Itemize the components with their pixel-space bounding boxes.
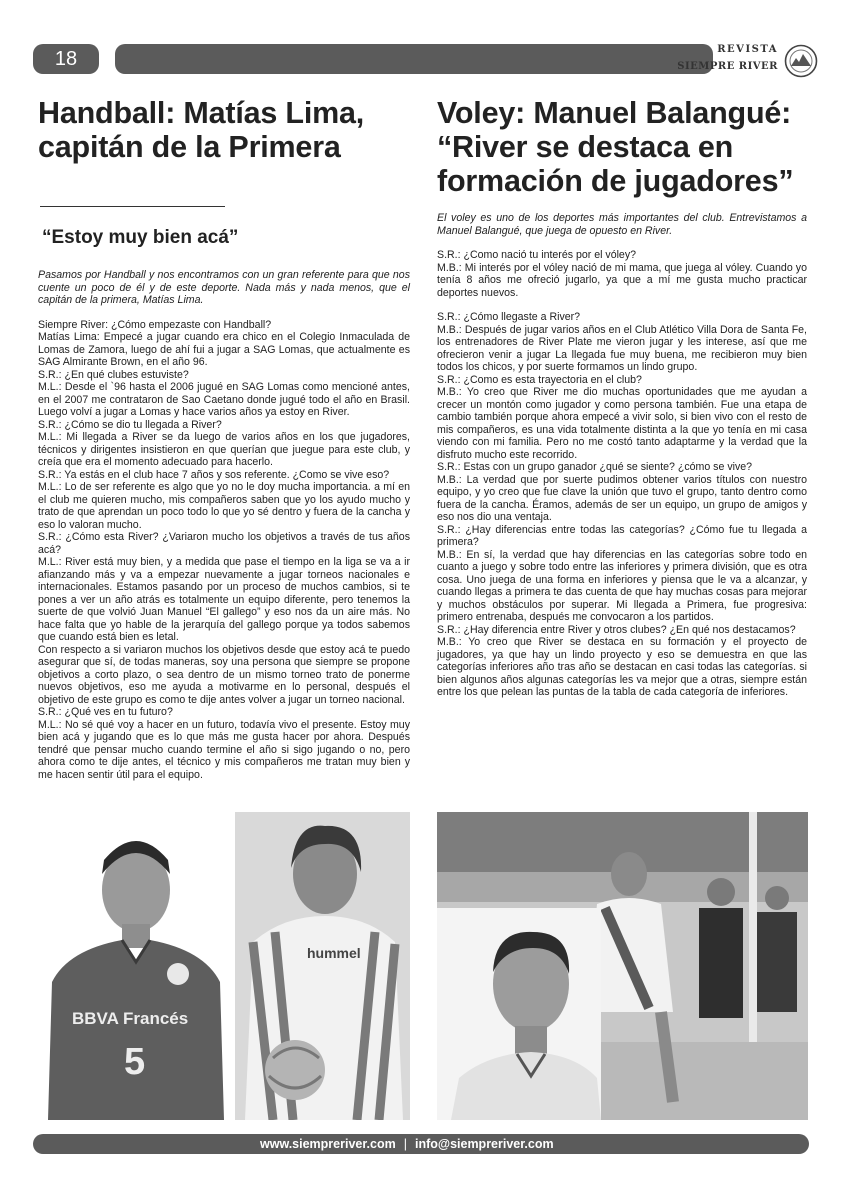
interview-answer: M.L.: Desde el `96 hasta el 2006 jugué en SAG Lomas como mencioné antes, en el 2007 me contrataron de Sao Caetano donde jugué todo el año en Brasil. Luego volví a jugar a Lomas y hace varios años ya estoy en River.: [38, 381, 410, 418]
footer-email-link[interactable]: info@siempreriver.com: [414, 1137, 554, 1151]
interview-answer: M.B.: Yo creo que River se destaca en su formación y el proyecto de jugadores, ya que hay un lindo proyecto y eso se demuestra en que las categorías inferiores año tras año se destacan en casi todas las categorías. si bien algunos años algunas categorías les va mejor que a otras, siempre están entre los que pelean las puntas de la tabla de cada categoría de inferiores.: [437, 636, 807, 698]
voley-article-body: [437, 249, 807, 699]
shirt-brand-text: hummel: [307, 945, 361, 961]
interview-question: S.R.: ¿Como es esta trayectoria en el club?: [437, 373, 642, 386]
interview-question: S.R.: ¿Qué ves en tu futuro?: [38, 706, 173, 718]
interview-answer: M.B.: Mi interés por el vóley nació de mi mama, que juega al vóley. Cuando yo tenía 8 años me ofreció jugarlo, ya que a mí me gusta mucho practicar deportes nuevos.: [437, 261, 807, 299]
handball-article-body: [38, 319, 410, 782]
footer-contact: [260, 1135, 600, 1153]
page-number: 18: [33, 44, 99, 74]
jersey-sponsor-text: BBVA Francés: [72, 1009, 189, 1028]
interview-answer: Con respecto a si variaron muchos los objetivos desde que estoy acá te puedo asegurar que sí, de todas maneras, soy una persona que siempre se propone objetivos a corto plazo, o sea dentro de un mismo torneo trato de ponerme nuevos objetivos, eso me ayuda a motivarme en lo personal, después el objetivo de este grupo es como te dije antes volver a jugar un torneo nacional.: [38, 643, 410, 706]
title-divider: [40, 206, 225, 207]
magazine-logo: [677, 42, 820, 82]
interview-answer: M.B.: Después de jugar varios años en el Club Atlético Villa Dora de Santa Fe, los entrenadores de River Plate me vieron jugar y les interese, así que me ofrecieron venir a jugar La llegada fue muy buena, me recibieron muy bien todos los chicos, y por suerte formamos un lindo grupo.: [437, 323, 807, 373]
jersey-number-text: 5: [124, 1041, 146, 1083]
header-band: [115, 44, 713, 74]
interview-answer: M.L.: River está muy bien, y a medida que pase el tiempo en la liga se va a ir afianzando más y va a empezar nuevamente a jugar torneos nacionales e internacionales. Estamos pasando por un proceso de muchos cambios, si te pones a ver un año atrás es totalmente un equipo diferente, pero tenemos la suerte de que volvió Juan Manuel “El gallego” y eso nos da un aire más. No hace falta que yo hable de la jerarquía del gallego porque ya todos sabemos que cuando está bien es letal.: [38, 556, 410, 643]
interview-question: S.R.: ¿Cómo esta River? ¿Variaron mucho los objetivos a través de tus años acá?: [38, 531, 410, 556]
interview-answer: M.B.: En sí, la verdad que hay diferencias en las categorías sobre todo en cuanto a juego y sobre todo entre las inferiores y primera división, que es otra cosa. Uno juega de una forma en inferiores y piensa que le va a alcanzar, y cuando llegas a primera te das cuenta de que hay muchas cosas para mejorar y muchos obstáculos por superar. Mi llegada a Primera, fue progresiva: primero entrenaba, después me convocaron a los partidos.: [437, 548, 807, 623]
interview-question: S.R.: ¿Hay diferencia entre River y otros clubes? ¿En qué nos destacamos?: [437, 623, 796, 636]
handball-article-title: Handball: Matías Lima, capitán de la Primera: [38, 96, 365, 164]
club-crest-icon: [784, 44, 818, 78]
interview-question: Siempre River: ¿Cómo empezaste con Handball?: [38, 318, 272, 331]
voley-article-intro: El voley es uno de los deportes más importantes del club. Entrevistamos a Manuel Balangué, que juega de opuesto en River.: [437, 212, 807, 237]
footer-website-link[interactable]: www.siempreriver.com: [260, 1137, 396, 1151]
footer-separator: |: [403, 1137, 407, 1151]
interview-question: S.R.: ¿Cómo se dio tu llegada a River?: [38, 418, 222, 431]
interview-question: S.R.: ¿Hay diferencias entre todas las categorías? ¿Cómo fue tu llegada a primera?: [437, 523, 807, 548]
interview-question: S.R.: Ya estás en el club hace 7 años y sos referente. ¿Como se vive eso?: [38, 468, 390, 481]
magazine-name-line1: REVISTA: [717, 44, 778, 55]
photo-handball-action: [235, 812, 410, 1120]
handball-article: [38, 96, 410, 781]
photo-voley-portrait: [437, 908, 601, 1120]
interview-answer: M.L.: Mi llegada a River se da luego de varios años en los que jugadores, técnicos y dirigentes insistieron en que querían que juegue para este club, y creía que era el momento adecuado para hacerlo.: [38, 431, 410, 468]
magazine-name-line2: SIEMPRE RIVER: [677, 61, 778, 72]
interview-answer: M.B.: Yo creo que River me dio muchas oportunidades que me ayudan a crecer un montón como jugador y como persona también. Fue una etapa de cambio también porque ahora empecé a vivir solo, si bien vivo con el resto de mis compañeros, es una vida totalmente distinta a la que yo tenía en mi casa viendo con mi familia. Pero no me costó tanto adaptarme y la verdad que la disfruto mucho este recorrido.: [437, 386, 807, 461]
handball-article-intro: Pasamos por Handball y nos encontramos con un gran referente para que nos cuente un poco de él y de este deporte. Nada más y nada menos, que el capitán de la primera, Matías Lima.: [38, 269, 410, 306]
voley-article: [437, 96, 807, 699]
handball-article-subtitle: “Estoy muy bien acá”: [42, 227, 239, 248]
interview-answer: Matías Lima: Empecé a jugar cuando era chico en el Colegio Inmaculada de Lomas de Zamora, luego de ahí fui a jugar a SAG Lomas, que actualmente es SAG Almirante Brown, en el año 96.: [38, 331, 410, 368]
header-bar: [33, 44, 713, 74]
interview-answer: M.L.: No sé qué voy a hacer en un futuro, todavía vivo el presente. Estoy muy bien acá y jugando que es lo que más me gusta hacer por ahora. Después tendré que pensar mucho cuando termine el año si sigo jugando o no, pero ahora como te dije antes, el técnico y mis compañeros me tratan muy bien y me hacen sentir útil para el equipo.: [38, 718, 410, 781]
photo-handball-portrait: [38, 812, 234, 1120]
voley-article-title: Voley: Manuel Balangué: “River se destaca en formación de jugadores”: [437, 96, 794, 198]
interview-question: S.R.: ¿En qué clubes estuviste?: [38, 368, 189, 381]
interview-answer: M.L.: Lo de ser referente es algo que yo no le doy mucha importancia. a mí en el club me quieren mucho, mis compañeros saben que yo los ayudo mucho y trato de que aprendan un poco todo lo que yo sé dentro y fuera de la cancha y eso lo valoran mucho.: [38, 481, 410, 531]
interview-question: S.R.: ¿Como nació tu interés por el vóley?: [437, 249, 637, 261]
interview-question: S.R.: ¿Cómo llegaste a River?: [437, 311, 581, 323]
interview-question: S.R.: Estas con un grupo ganador ¿qué se siente? ¿cómo se vive?: [437, 461, 753, 473]
interview-answer: M.B.: La verdad que por suerte pudimos obtener varios títulos con nuestro equipo, y yo creo que fue clave la unión que tuvo el grupo, tanto dentro como fuera de la cancha. Éramos, además de ser un equipo, un grupo de amigos y eso nos dio una ventaja.: [437, 473, 807, 523]
